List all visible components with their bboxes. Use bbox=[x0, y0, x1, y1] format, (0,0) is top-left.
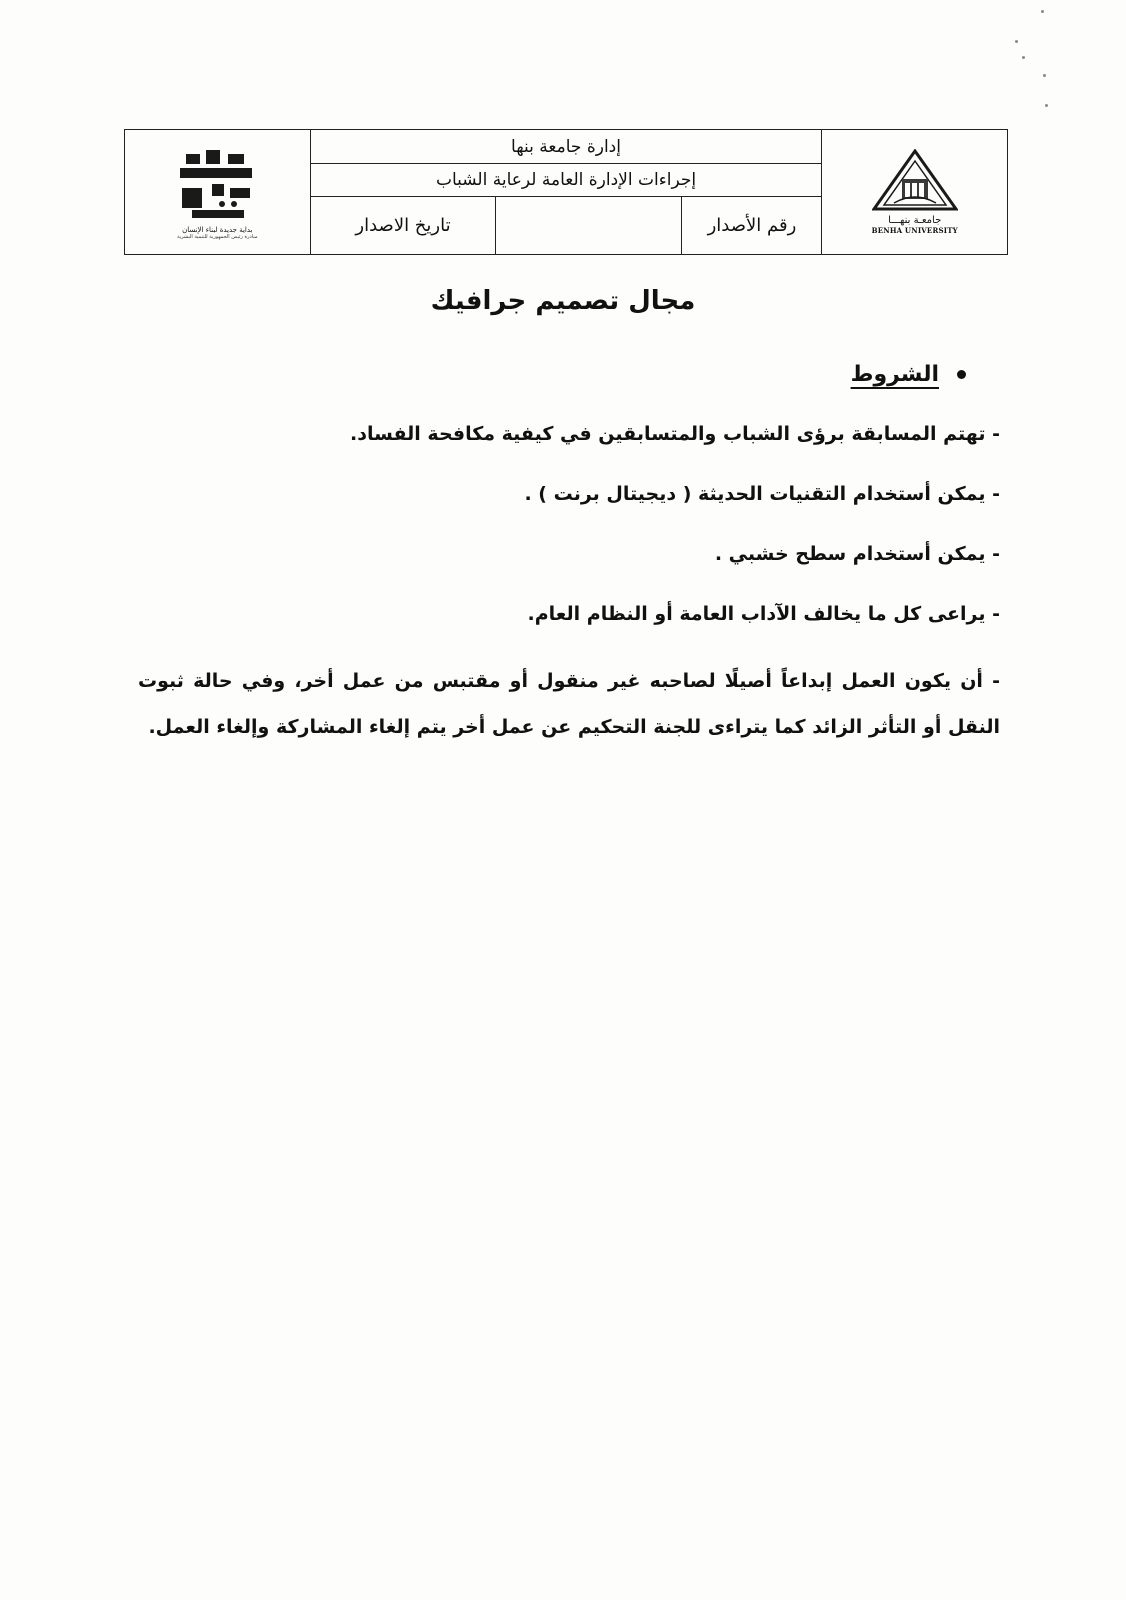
issue-date-label: تاريخ الاصدار bbox=[355, 215, 451, 236]
condition-item: - يراعى كل ما يخالف الآداب العامة أو النظام العام. bbox=[527, 603, 1000, 625]
condition-item: - يمكن أستخدام سطح خشبي . bbox=[714, 543, 1000, 565]
conditions-list bbox=[138, 418, 1000, 777]
conditions-heading bbox=[851, 362, 966, 387]
issue-number-label: رقم الأصدار bbox=[707, 215, 797, 236]
admin-title-row bbox=[311, 130, 822, 164]
benha-caption-ar: جامعـة بنهـــا bbox=[888, 215, 942, 226]
issue-number-value-cell bbox=[495, 197, 681, 254]
scan-speck bbox=[1045, 104, 1048, 107]
conditions-heading-label: الشروط bbox=[850, 362, 939, 387]
document-title: مجال تصميم جرافيك bbox=[430, 286, 696, 316]
issue-number-label-cell bbox=[681, 197, 821, 254]
bidaya-logo-cell bbox=[125, 130, 311, 254]
scan-speck bbox=[1041, 10, 1044, 13]
issue-info-row bbox=[311, 197, 822, 254]
admin-title: إدارة جامعة بنها bbox=[511, 136, 621, 157]
bidaya-caption-line1: بداية جديدة لبناء الإنسان bbox=[182, 226, 253, 234]
condition-item: - تهتم المسابقة برؤى الشباب والمتسابقين في كيفية مكافحة الفساد. bbox=[350, 423, 1000, 445]
scan-speck bbox=[1022, 56, 1025, 59]
bidaya-jadida-logo-icon bbox=[172, 144, 262, 222]
benha-university-emblem-icon bbox=[872, 149, 958, 213]
condition-item: - أن يكون العمل إبداعاً أصيلًا لصاحبه غير منقول أو مقتبس من عمل أخر، وفي حالة ثبوت النقل أو التأثر الزائد كما يتراءى للجنة التحكيم عن عمل أخر يتم إلغاء المشاركة وإلغاء العمل. bbox=[138, 670, 1000, 738]
bidaya-caption-line2: مبادرة رئيس الجمهورية للتنمية البشرية bbox=[177, 234, 258, 240]
document-header-table bbox=[124, 129, 1008, 255]
header-middle-cell bbox=[311, 130, 822, 254]
benha-logo-cell bbox=[821, 130, 1007, 254]
scan-speck bbox=[1015, 40, 1018, 43]
scan-speck bbox=[1043, 74, 1046, 77]
condition-item: - يمكن أستخدام التقنيات الحديثة ( ديجيتال برنت ) . bbox=[524, 483, 1000, 505]
bullet-icon bbox=[957, 370, 966, 379]
benha-caption-en: BENHA UNIVERSITY bbox=[871, 226, 958, 235]
procedures-title-row bbox=[311, 164, 822, 197]
issue-date-cell bbox=[311, 197, 496, 254]
procedures-title: إجراءات الإدارة العامة لرعاية الشباب bbox=[435, 170, 697, 190]
